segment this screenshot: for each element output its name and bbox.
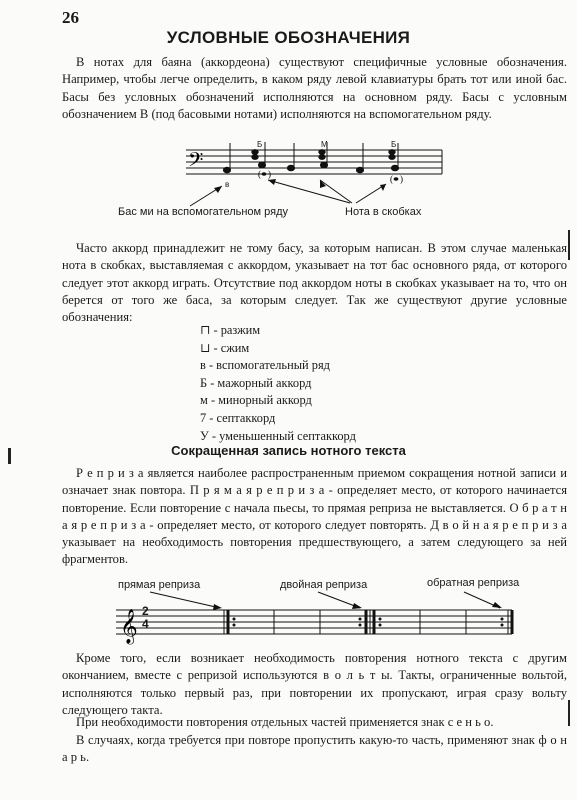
chord-mark: М bbox=[321, 140, 328, 149]
svg-text:(: ( bbox=[390, 174, 393, 184]
page-number: 26 bbox=[62, 8, 79, 27]
legend-item: ⊓ - разжим bbox=[200, 323, 261, 337]
figure2-label-2: двойная реприза bbox=[280, 579, 368, 591]
note bbox=[320, 162, 327, 168]
bass-row-mark: в bbox=[225, 180, 230, 189]
legend-item: м - минорный аккорд bbox=[200, 393, 312, 408]
scan-mark bbox=[568, 700, 570, 726]
paragraph-reprise: Р е п р и з а является наиболее распространенным приемом сокращения нотной записи и означает знак повтора. П р я м а я р е п р и з а - определяет место, от которого начинается повторение. Если повторение с начала пьесы, то прямая реприза не выставляется. О б р а т н а я р е п р и з а - определяет место, от которого следует повторять. Д в о й н а я р е п р и з а указывает на необходимость повторения предшествующего, а затем следующего за ней фрагментов. bbox=[62, 466, 567, 567]
treble-clef-icon: 𝄞 bbox=[120, 609, 138, 644]
bass-clef-icon: 𝄢 bbox=[188, 148, 204, 176]
scan-mark bbox=[568, 230, 570, 260]
legend-item: Б - мажорный аккорд bbox=[200, 375, 312, 390]
time-signature-bottom: 4 bbox=[142, 617, 149, 631]
legend-item: У - уменьшенный септаккорд bbox=[200, 428, 356, 443]
legend-list bbox=[200, 322, 356, 445]
page-title: УСЛОВНЫЕ ОБОЗНАЧЕНИЯ bbox=[166, 28, 411, 47]
figure2-label-1: прямая реприза bbox=[118, 579, 201, 591]
legend-item: в - вспомогательный ряд bbox=[200, 358, 330, 373]
paragraph-coda: В случаях, когда требуется при повторе пропустить какую-то часть, применяют знак ф о н а р ь. bbox=[62, 733, 567, 765]
note bbox=[356, 167, 363, 173]
note bbox=[391, 165, 398, 171]
legend-item: 7 - септаккорд bbox=[200, 410, 276, 425]
svg-text:): ) bbox=[268, 169, 271, 179]
figure2-label-3: обратная реприза bbox=[427, 577, 520, 589]
note bbox=[258, 162, 265, 168]
time-signature-top: 2 bbox=[142, 604, 149, 618]
scan-mark bbox=[8, 448, 11, 464]
note bbox=[223, 167, 230, 173]
chord-mark: Б bbox=[257, 140, 263, 149]
paragraph-chords: Часто аккорд принадлежит не тому басу, за которым написан. В этом случае маленькая нота в скобках, выставляемая с аккордом, указывает на тот бас основного ряда, от которого следует этот аккорд играть. Отсутствие под аккордом ноты в скобках указывает на то, что он берется от того же баса, за которым следует. Так же существуют другие условные обозначения: bbox=[62, 241, 567, 325]
section-title: Сокращенная запись нотного текста bbox=[171, 443, 406, 458]
svg-text:): ) bbox=[400, 174, 403, 184]
svg-text:(: ( bbox=[258, 169, 261, 179]
intro-paragraph: В нотах для баяна (аккордеона) существуют специфичные условные обозначения. Например, чтобы легче определить, в каком ряду левой клавиатуры брать тот или иной бас. Басы без условных обозначений исполняются на основном ряду. Басы с условным обозначением В (под басовыми нотами) исполняются на вспомогательном ряду. bbox=[62, 55, 567, 121]
chord-mark: Б bbox=[391, 140, 397, 149]
note bbox=[287, 165, 294, 171]
paragraph-volta: Кроме того, если возникает необходимость повторения нотного текста с другим окончанием, вместе с репризой используются в о л ь т ы. Такты, ограниченные вольтой, исполняются только первый раз, при повторении их пропускают, играя сразу вольту следующего такта. bbox=[62, 651, 567, 717]
figure1-label-left: Бас ми на вспомогательном ряду bbox=[118, 206, 289, 218]
paragraph-segno: При необходимости повторения отдельных частей применяется знак с е н ь о. bbox=[76, 715, 494, 729]
legend-item: ⊔ - сжим bbox=[200, 340, 250, 355]
figure1-label-right: Нота в скобках bbox=[345, 206, 422, 218]
